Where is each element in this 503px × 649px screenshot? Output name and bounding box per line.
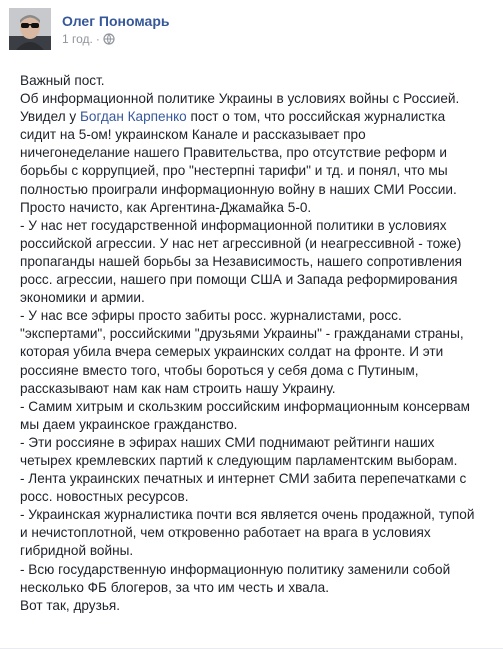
post-text-line: экономики и армии. [20,290,145,306]
post-text-line: росс. новостных ресурсов. [20,489,189,505]
post-text-line: росс. агрессии, нашего при помощи США и Запада реформирования [20,272,458,288]
post-text-line: полностью проиграли информационную войну в наших СМИ России. [20,181,457,197]
post-text-line: - У нас нет государственной информационной политики в условиях [20,217,447,233]
post-text-line: и нечистоплотной, чем откровенно работает на врага в условиях [20,525,431,541]
post-text-line: - У нас все эфиры просто забиты росс. журналистами, росс. [20,308,402,324]
post-text-line: - Всю государственную информационную политику заменили собой [20,561,451,577]
post-text-line: борьбы с коррупцией, про "нестерпні тарифи" и тд. и понял, что мы [20,163,448,179]
post-text-line [20,108,500,126]
post-text-line: россияне вместо того, чтобы бороться у себя дома с Путиным, [20,362,419,378]
post-text-line: гибридной войны. [20,543,134,559]
post-meta [62,32,115,46]
author-avatar[interactable] [9,8,51,50]
post-text-line: сидит на 5-ом! украинском Канале и рассказывает про [20,127,366,143]
post-text-segment: Увидел у [20,109,81,125]
post-text-line: - Эти россияне в эфирах наших СМИ поднимают рейтинги наших [20,434,435,450]
globe-icon [103,33,115,45]
post-text-line: которая убила вчера семерых украинских солдат на фронте. И эти [20,344,444,360]
post-text-line: Об информационной политике Украины в условиях войны с Россией. [20,91,460,107]
post-text-line: - Самим хитрым и скользким российским информационным консервам [20,398,470,414]
post-body [20,72,500,615]
meta-separator: · [95,32,100,46]
post-text-line: российской агрессии. У нас нет агрессивной (и неагрессивной - тоже) [20,235,462,251]
post-text-line: Важный пост. [20,73,105,88]
post-text-line: - Лента украинских печатных и интернет СМИ забита перепечатками с [20,471,467,487]
post-text-line: мы даем украинское гражданство. [20,416,238,432]
post-header [9,8,489,56]
post-text-line: несколько ФБ блогеров, за что им честь и хвала. [20,579,330,595]
author-name[interactable]: Олег Пономарь [62,13,170,29]
post-text-line: Вот так, друзья. [20,597,121,613]
post-text-line: - Украинская журналистика почти вся является очень продажной, тупой [20,507,475,523]
post-text-line: "экспертами", российскими "друзьями Украины" - гражданами страны, [20,326,464,342]
mention-link[interactable]: Богдан Карпенко [80,109,187,125]
post-text-line: ничегонеделание нашего Правительства, про отсутствие реформ и [20,145,447,161]
post-timestamp[interactable]: 1 год. [62,32,93,46]
post-text-segment: пост о том, что российская журналистка [186,109,446,125]
post-text-line: пропаганды нашей борьбы за Независимость, нашего сопротивления [20,253,462,269]
post-text-line: рассказывают нам как нам строить нашу Украину. [20,380,336,396]
post-text-line: Просто начисто, как Аргентина-Джамайка 5-0. [20,199,312,215]
post-text-line: четырех кремлевских партий к следующим парламентским выборам. [20,452,458,468]
